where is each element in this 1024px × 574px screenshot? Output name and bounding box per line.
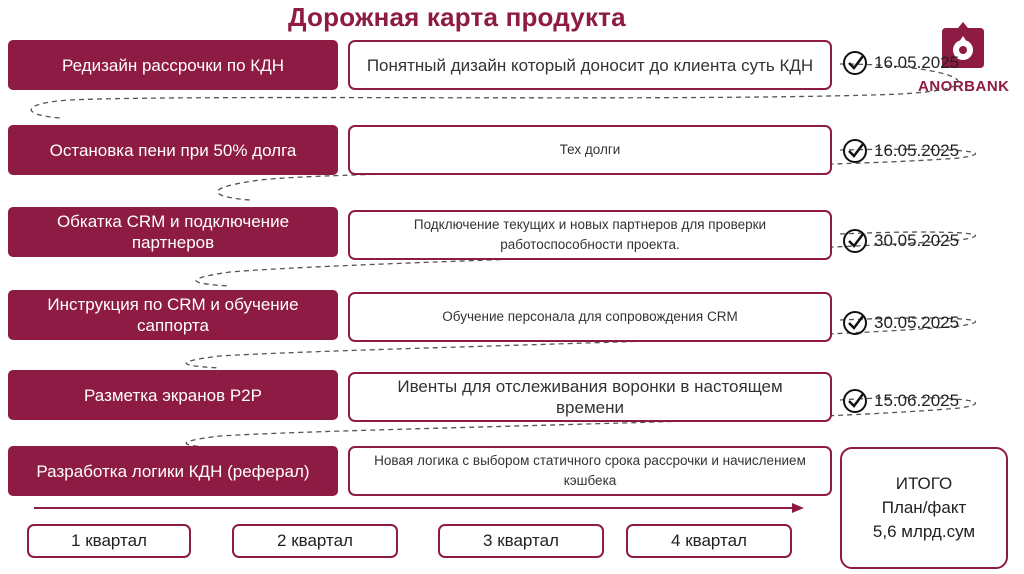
check-circle-icon — [842, 310, 868, 336]
date-item — [842, 138, 959, 164]
description-box: Ивенты для отслеживания воронки в настоящем времени — [348, 372, 832, 422]
task-box: Редизайн рассрочки по КДН — [8, 40, 338, 90]
description-box: Новая логика с выбором статичного срока рассрочки и начислением кэшбека — [348, 446, 832, 496]
quarter-1: 1 квартал — [27, 524, 191, 558]
task-box: Разметка экранов P2P — [8, 370, 338, 420]
total-box — [840, 447, 1008, 569]
description-box: Подключение текущих и новых партнеров для проверки работоспособности проекта. — [348, 210, 832, 260]
check-circle-icon — [842, 228, 868, 254]
description-box: Обучение персонала для сопровождения CRM — [348, 292, 832, 342]
timeline-arrow — [34, 503, 804, 513]
quarter-2: 2 квартал — [232, 524, 398, 558]
date-label: 15.06.2025 — [874, 391, 960, 410]
task-box: Инструкция по CRM и обучение саппорта — [8, 290, 338, 340]
date-label: 30.05.2025 — [874, 231, 960, 250]
check-circle-icon — [842, 388, 868, 414]
description-box: Понятный дизайн который доносит до клиента суть КДН — [348, 40, 832, 90]
page-title: Дорожная карта продукта — [288, 2, 626, 32]
total-subtitle: План/факт — [881, 498, 967, 517]
date-item — [842, 228, 959, 254]
logo-text: ANORBANK — [918, 78, 1010, 95]
task-box: Остановка пени при 50% долга — [8, 125, 338, 175]
quarter-4: 4 квартал — [626, 524, 792, 558]
date-item — [842, 50, 959, 76]
date-label: 16.05.2025 — [874, 141, 960, 160]
date-label: 30.05.2025 — [874, 313, 960, 332]
task-box: Разработка логики КДН (реферал) — [8, 446, 338, 496]
date-label: 16.05.2025 — [874, 53, 960, 72]
date-item — [842, 388, 959, 414]
check-circle-icon — [842, 138, 868, 164]
quarter-3: 3 квартал — [438, 524, 604, 558]
description-box: Тех долги — [348, 125, 832, 175]
total-amount: 5,6 млрд.сум — [872, 522, 976, 541]
date-item — [842, 310, 959, 336]
total-title: ИТОГО — [895, 474, 953, 493]
task-box: Обкатка CRM и подключение партнеров — [8, 207, 338, 257]
check-circle-icon — [842, 50, 868, 76]
